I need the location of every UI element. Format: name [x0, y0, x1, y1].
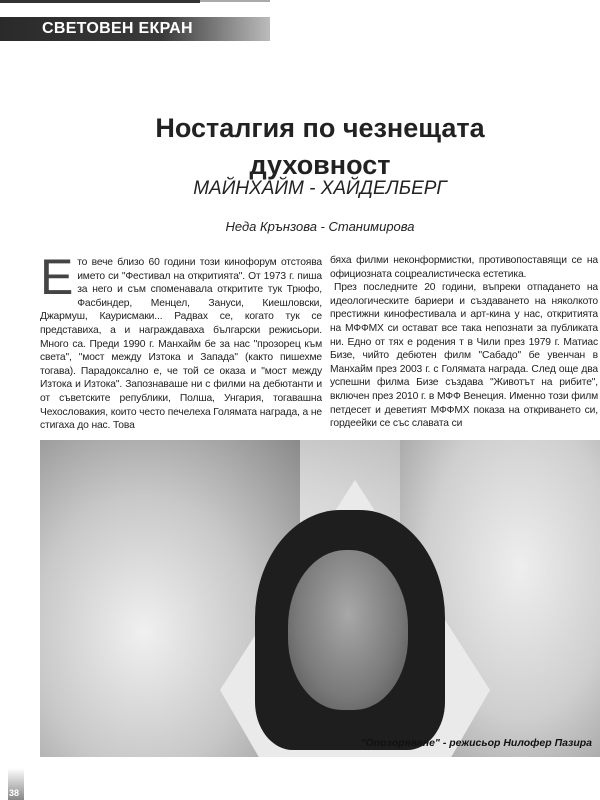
paragraph: През последните 20 години, въпреки отпадането на идеологическите бариери и създаването на няколкото престижни кинофестивала и арт-кина у нас, откритията на МФФМХ си остават все така непознати за публиката ни. Едно от тях е родения т в Чили през 1979 г. Матиас Бизе, чийто дебютен филм "Сабадо" бе увенчан в Манхайм през 2003 г. с Голямата награда. След още два успешни филма Бизе създава "Животът на рибите", включен през 2010 г. в МФФ Венеция. Именно този филм петдесет и деветият МФФМХ показа на откриването си, гордеейки се със славата си [330, 282, 598, 430]
paragraph: бяха филми неконформистки, противопоставящи се на официозната соцреалистическа естетика. [330, 255, 598, 280]
section-header [0, 17, 270, 41]
left-column-text: то вече близо 60 години този кинофорум отстоява името си "Фестивал на откритията". От 1973 г. пиша за него и съм споменавала откритите тук Трюфо, Фасбиндер, Менцел, Зануси, Киешловски, Джармуш, Каурисмаки... Радвах се, когато тук се представиха, а и награждаваха български режисьори. Много са. Преди 1990 г. Манхайм бе за нас "прозорец към света", "мост между Изтока и Запада" (както пишехме тогава). Парадоксално е, че той се оказа и "мост между Изтока и Изтока". Запознаваше ни с филми на дебютанти и от съветските републики, Полша, Унгария, тогавашна Чехословакия, които често печелеха Голямата награда, а не стигаха до нас. Това [40, 257, 322, 432]
article-photo [40, 440, 600, 757]
left-column [40, 249, 322, 433]
photo-caption: "Опозоряване" - режисьор Нилофер Пазира [360, 737, 592, 749]
page-number-tab [8, 768, 24, 800]
top-rule-light [200, 0, 270, 2]
article-author: Неда Крънзова - Станимирова [225, 219, 415, 234]
page-number: 38 [9, 788, 20, 798]
top-rule [0, 0, 200, 3]
drop-cap: Е [40, 249, 74, 305]
title-line-2: духовност [249, 150, 391, 180]
article-title [60, 110, 580, 184]
right-column [330, 254, 598, 431]
title-line-1: Носталгия по чезнещата [155, 113, 485, 143]
section-label: СВЕТОВЕН ЕКРАН [42, 20, 193, 37]
woman-face [288, 550, 408, 710]
article-subtitle: МАЙНХАЙМ - ХАЙДЕЛБЕРГ [193, 178, 447, 199]
